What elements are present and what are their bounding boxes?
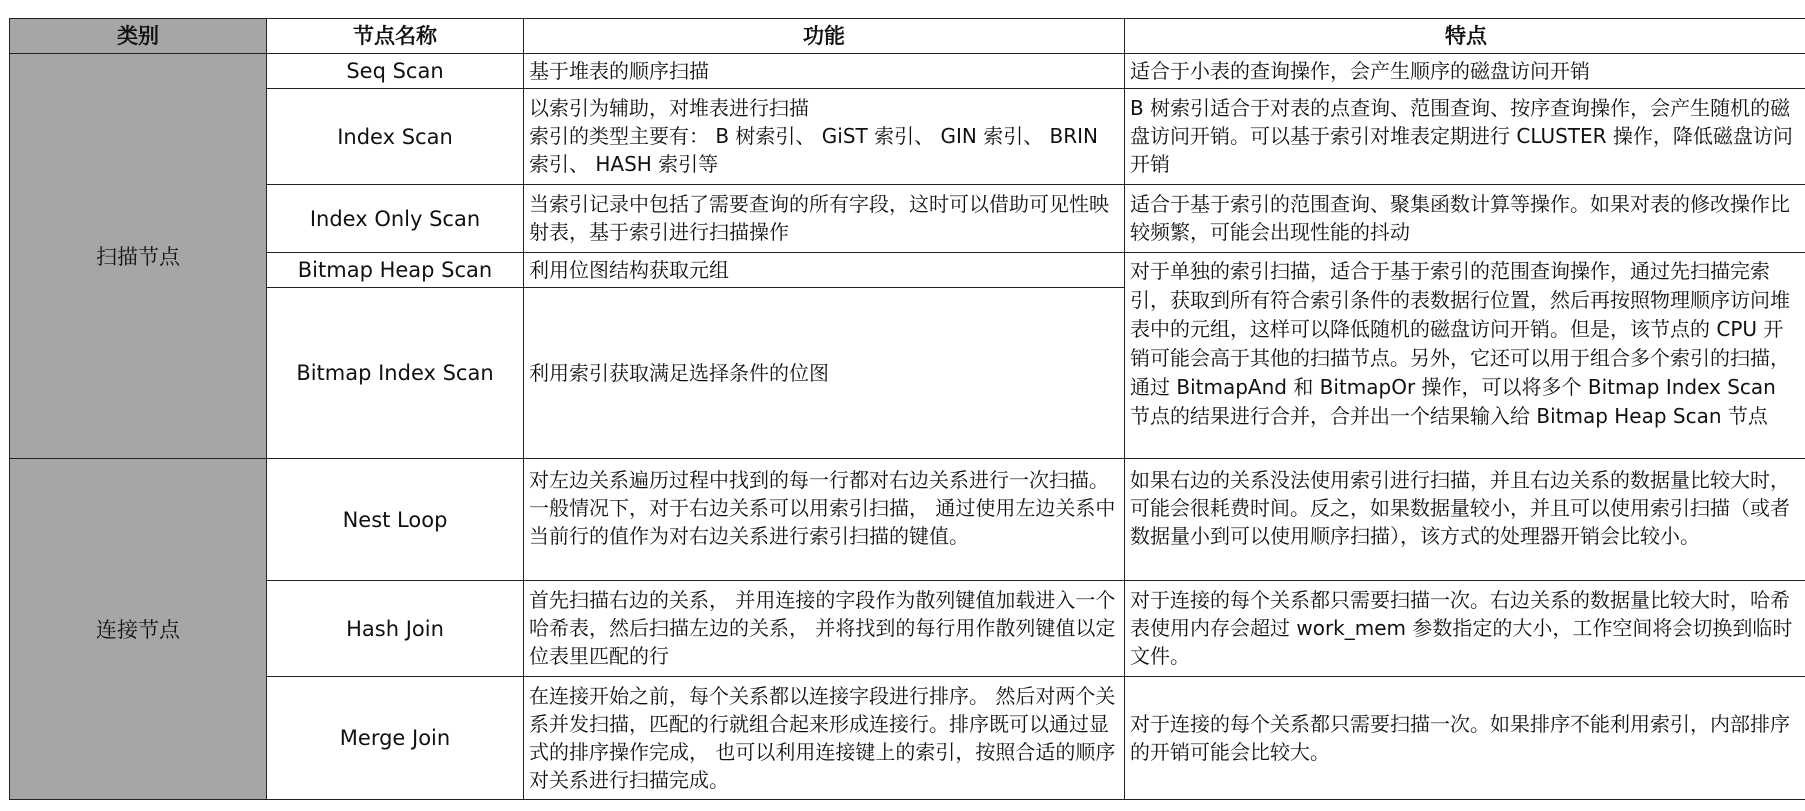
header-feature: 特点 [1125,19,1805,54]
header-node-name: 节点名称 [267,19,524,54]
node-feature-bitmap: 对于单独的索引扫描，适合于基于索引的范围查询操作，通过先扫描完索引，获取到所有符合索引条件的表数据行位置，然后再按照物理顺序访问堆表中的元组，这样可以降低随机的磁盘访问开销。但是，该节点的 CPU 开销可能会高于其他的扫描节点。另外，它还可以用于组合多个索引的扫描，通过 BitmapAnd 和 BitmapOr 操作，可以将多个 Bitmap Index Scan 节点的结果进行合并，合并出一个结果输入给 Bitmap Heap Scan 节点 [1130,259,1790,428]
node-name: Bitmap Heap Scan [267,253,524,288]
table-row [10,253,1805,288]
table-row [10,89,1805,185]
node-name: Index Only Scan [267,185,524,253]
header-category: 类别 [10,19,267,54]
header-row [10,19,1805,54]
node-feature: 对于连接的每个关系都只需要扫描一次。如果排序不能利用索引，内部排序的开销可能会比较大。 [1130,712,1790,764]
table-row [10,54,1805,89]
table-row [10,581,1805,677]
node-name: Seq Scan [267,54,524,89]
node-name: Bitmap Index Scan [267,288,524,459]
node-name: Merge Join [267,677,524,800]
node-function: 基于堆表的顺序扫描 [529,58,709,83]
node-feature: B 树索引适合于对表的点查询、范围查询、按序查询操作，会产生随机的磁盘访问开销。可以基于索引对堆表定期进行 CLUSTER 操作，降低磁盘访问开销 [1130,95,1793,176]
node-name: Hash Join [267,581,524,677]
node-feature: 对于连接的每个关系都只需要扫描一次。右边关系的数据量比较大时，哈希表使用内存会超过 work_mem 参数指定的大小，工作空间将会切换到临时文件。 [1130,587,1793,668]
node-table [9,18,1805,800]
table-row [10,677,1805,800]
table-row [10,185,1805,253]
node-feature: 适合于小表的查询操作，会产生顺序的磁盘访问开销 [1130,58,1590,83]
node-function: 首先扫描右边的关系， 并用连接的字段作为散列键值加载进入一个哈希表，然后扫描左边的关系， 并将找到的每行用作散列键值以定位表里匹配的行 [529,587,1116,668]
category-scan: 扫描节点 [10,54,267,459]
node-feature: 如果右边的关系没法使用索引进行扫描，并且右边关系的数据量比较大时，可能会很耗费时间。反之，如果数据量较小，并且可以使用索引扫描（或者数据量小到可以使用顺序扫描），该方式的处理器开销会比较小。 [1130,467,1790,548]
header-function: 功能 [524,19,1125,54]
node-function: 当索引记录中包括了需要查询的所有字段，这时可以借助可见性映射表，基于索引进行扫描操作 [529,191,1109,244]
node-function: 利用索引获取满足选择条件的位图 [529,361,829,386]
node-function: 利用位图结构获取元组 [529,257,729,282]
node-function: 以索引为辅助，对堆表进行扫描 索引的类型主要有： B 树索引、 GiST 索引、 GIN 索引、 BRIN 索引、 HASH 索引等 [529,95,1099,176]
node-name: Nest Loop [267,459,524,581]
node-function: 对左边关系遍历过程中找到的每一行都对右边关系进行一次扫描。一般情况下，对于右边关系可以用索引扫描， 通过使用左边关系中当前行的值作为对右边关系进行索引扫描的键值。 [529,467,1116,548]
table-row [10,459,1805,581]
category-join: 连接节点 [10,459,267,800]
node-function: 在连接开始之前，每个关系都以连接字段进行排序。 然后对两个关系并发扫描，匹配的行就组合起来形成连接行。排序既可以通过显式的排序操作完成， 也可以利用连接键上的索引，按照合适的顺序对关系进行扫描完成。 [529,683,1116,792]
node-name: Index Scan [267,89,524,185]
node-feature: 适合于基于索引的范围查询、聚集函数计算等操作。如果对表的修改操作比较频繁，可能会出现性能的抖动 [1130,191,1790,244]
